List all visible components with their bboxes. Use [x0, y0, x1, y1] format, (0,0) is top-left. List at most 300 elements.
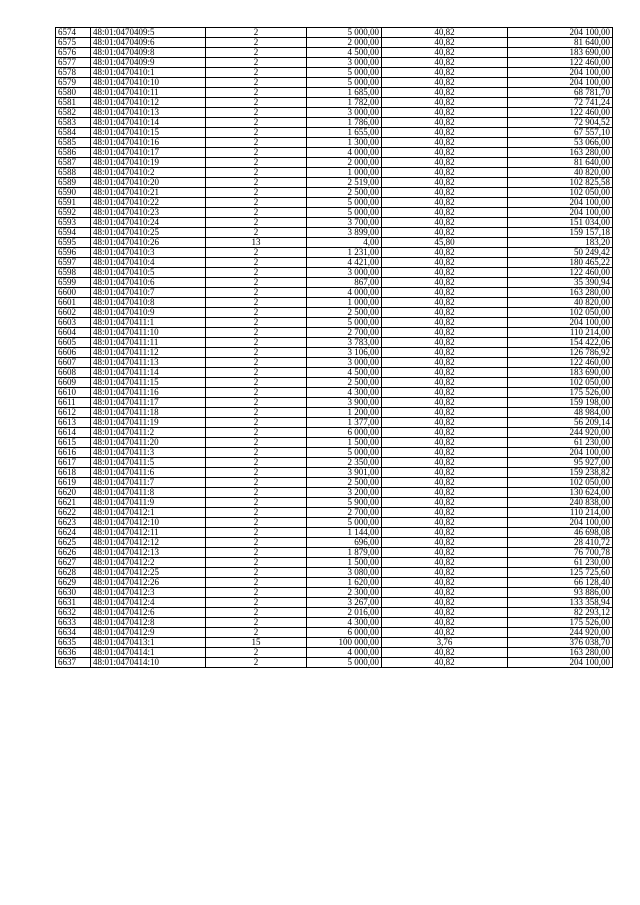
value-cell: 81 640,00 [508, 38, 613, 48]
table-row [56, 238, 613, 248]
table-row [56, 38, 613, 48]
value-cell: 102 825,58 [508, 178, 613, 188]
rate-cell: 40,82 [382, 88, 508, 98]
rate-cell: 40,82 [382, 128, 508, 138]
area-cell: 5 000,00 [307, 518, 382, 528]
area-cell: 3 000,00 [307, 58, 382, 68]
area-cell: 4 300,00 [307, 388, 382, 398]
category-cell: 2 [206, 438, 307, 448]
value-cell: 46 698,08 [508, 528, 613, 538]
row-number-cell: 6613 [56, 418, 91, 428]
cadastral-number-cell: 48:01:0470409:6 [91, 38, 206, 48]
rate-cell: 40,82 [382, 648, 508, 658]
value-cell: 204 100,00 [508, 78, 613, 88]
value-cell: 159 157,18 [508, 228, 613, 238]
area-cell: 3 000,00 [307, 358, 382, 368]
row-number-cell: 6607 [56, 358, 91, 368]
row-number-cell: 6633 [56, 618, 91, 628]
category-cell: 2 [206, 88, 307, 98]
cadastral-number-cell: 48:01:0470412:2 [91, 558, 206, 568]
table-row [56, 458, 613, 468]
category-cell: 2 [206, 328, 307, 338]
category-cell: 2 [206, 308, 307, 318]
row-number-cell: 6611 [56, 398, 91, 408]
table-row [56, 498, 613, 508]
value-cell: 102 050,00 [508, 378, 613, 388]
cadastral-number-cell: 48:01:0470410:24 [91, 218, 206, 228]
row-number-cell: 6594 [56, 228, 91, 238]
cadastral-number-cell: 48:01:0470410:21 [91, 188, 206, 198]
area-cell: 5 900,00 [307, 498, 382, 508]
category-cell: 2 [206, 408, 307, 418]
row-number-cell: 6624 [56, 528, 91, 538]
row-number-cell: 6588 [56, 168, 91, 178]
row-number-cell: 6587 [56, 158, 91, 168]
rate-cell: 40,82 [382, 628, 508, 638]
rate-cell: 40,82 [382, 468, 508, 478]
row-number-cell: 6576 [56, 48, 91, 58]
table-row [56, 538, 613, 548]
value-cell: 102 050,00 [508, 188, 613, 198]
rate-cell: 40,82 [382, 428, 508, 438]
row-number-cell: 6616 [56, 448, 91, 458]
value-cell: 159 238,82 [508, 468, 613, 478]
table-row [56, 508, 613, 518]
rate-cell: 40,82 [382, 568, 508, 578]
category-cell: 2 [206, 158, 307, 168]
value-cell: 50 249,42 [508, 248, 613, 258]
value-cell: 35 390,94 [508, 278, 613, 288]
row-number-cell: 6599 [56, 278, 91, 288]
area-cell: 3 267,00 [307, 598, 382, 608]
area-cell: 4 500,00 [307, 48, 382, 58]
value-cell: 28 410,72 [508, 538, 613, 548]
cadastral-number-cell: 48:01:0470412:11 [91, 528, 206, 538]
rate-cell: 40,82 [382, 78, 508, 88]
row-number-cell: 6598 [56, 268, 91, 278]
table-row [56, 488, 613, 498]
area-cell: 4 500,00 [307, 368, 382, 378]
area-cell: 2 519,00 [307, 178, 382, 188]
row-number-cell: 6618 [56, 468, 91, 478]
cadastral-number-cell: 48:01:0470412:1 [91, 508, 206, 518]
value-cell: 204 100,00 [508, 518, 613, 528]
row-number-cell: 6595 [56, 238, 91, 248]
row-number-cell: 6584 [56, 128, 91, 138]
category-cell: 2 [206, 188, 307, 198]
table-row [56, 248, 613, 258]
table-row [56, 128, 613, 138]
rate-cell: 40,82 [382, 138, 508, 148]
area-cell: 3 200,00 [307, 488, 382, 498]
category-cell: 2 [206, 268, 307, 278]
cadastral-number-cell: 48:01:0470410:25 [91, 228, 206, 238]
value-cell: 154 422,06 [508, 338, 613, 348]
cadastral-number-cell: 48:01:0470411:14 [91, 368, 206, 378]
table-row [56, 398, 613, 408]
area-cell: 1 879,00 [307, 548, 382, 558]
area-cell: 4 000,00 [307, 288, 382, 298]
cadastral-number-cell: 48:01:0470411:6 [91, 468, 206, 478]
area-cell: 2 700,00 [307, 328, 382, 338]
table-row [56, 628, 613, 638]
cadastral-number-cell: 48:01:0470411:15 [91, 378, 206, 388]
cadastral-number-cell: 48:01:0470412:8 [91, 618, 206, 628]
value-cell: 122 460,00 [508, 108, 613, 118]
area-cell: 4 300,00 [307, 618, 382, 628]
area-cell: 5 000,00 [307, 78, 382, 88]
area-cell: 5 000,00 [307, 318, 382, 328]
table-row [56, 478, 613, 488]
category-cell: 2 [206, 138, 307, 148]
category-cell: 2 [206, 258, 307, 268]
cadastral-number-cell: 48:01:0470410:12 [91, 98, 206, 108]
rate-cell: 40,82 [382, 228, 508, 238]
category-cell: 2 [206, 518, 307, 528]
row-number-cell: 6623 [56, 518, 91, 528]
rate-cell: 40,82 [382, 298, 508, 308]
cadastral-number-cell: 48:01:0470409:5 [91, 28, 206, 38]
category-cell: 2 [206, 288, 307, 298]
value-cell: 95 927,00 [508, 458, 613, 468]
table-row [56, 178, 613, 188]
cadastral-number-cell: 48:01:0470410:22 [91, 198, 206, 208]
category-cell: 2 [206, 558, 307, 568]
row-number-cell: 6596 [56, 248, 91, 258]
area-cell: 5 000,00 [307, 448, 382, 458]
table-row [56, 268, 613, 278]
row-number-cell: 6619 [56, 478, 91, 488]
cadastral-number-cell: 48:01:0470411:16 [91, 388, 206, 398]
category-cell: 2 [206, 48, 307, 58]
row-number-cell: 6617 [56, 458, 91, 468]
category-cell: 2 [206, 218, 307, 228]
table-row [56, 208, 613, 218]
area-cell: 2 700,00 [307, 508, 382, 518]
rate-cell: 40,82 [382, 458, 508, 468]
row-number-cell: 6631 [56, 598, 91, 608]
area-cell: 1 000,00 [307, 168, 382, 178]
table-row [56, 368, 613, 378]
table-row [56, 378, 613, 388]
value-cell: 48 984,00 [508, 408, 613, 418]
value-cell: 93 886,00 [508, 588, 613, 598]
cadastral-number-cell: 48:01:0470410:9 [91, 308, 206, 318]
value-cell: 130 624,00 [508, 488, 613, 498]
value-cell: 180 465,22 [508, 258, 613, 268]
cadastral-value-table [55, 27, 613, 668]
rate-cell: 40,82 [382, 168, 508, 178]
category-cell: 2 [206, 568, 307, 578]
category-cell: 2 [206, 488, 307, 498]
cadastral-number-cell: 48:01:0470410:23 [91, 208, 206, 218]
row-number-cell: 6622 [56, 508, 91, 518]
cadastral-number-cell: 48:01:0470411:2 [91, 428, 206, 438]
rate-cell: 40,82 [382, 58, 508, 68]
cadastral-number-cell: 48:01:0470411:13 [91, 358, 206, 368]
cadastral-number-cell: 48:01:0470414:10 [91, 658, 206, 668]
area-cell: 6 000,00 [307, 428, 382, 438]
value-cell: 183,20 [508, 238, 613, 248]
row-number-cell: 6574 [56, 28, 91, 38]
rate-cell: 40,82 [382, 198, 508, 208]
row-number-cell: 6602 [56, 308, 91, 318]
category-cell: 2 [206, 298, 307, 308]
cadastral-number-cell: 48:01:0470409:8 [91, 48, 206, 58]
cadastral-number-cell: 48:01:0470410:11 [91, 88, 206, 98]
row-number-cell: 6593 [56, 218, 91, 228]
area-cell: 1 685,00 [307, 88, 382, 98]
row-number-cell: 6615 [56, 438, 91, 448]
table-row [56, 348, 613, 358]
category-cell: 2 [206, 618, 307, 628]
row-number-cell: 6585 [56, 138, 91, 148]
cadastral-number-cell: 48:01:0470410:17 [91, 148, 206, 158]
category-cell: 2 [206, 368, 307, 378]
value-cell: 40 820,00 [508, 298, 613, 308]
area-cell: 4 000,00 [307, 148, 382, 158]
rate-cell: 40,82 [382, 418, 508, 428]
table-row [56, 58, 613, 68]
table-row [56, 258, 613, 268]
cadastral-number-cell: 48:01:0470412:26 [91, 578, 206, 588]
table-row [56, 578, 613, 588]
table-row [56, 388, 613, 398]
table-row [56, 558, 613, 568]
value-cell: 122 460,00 [508, 358, 613, 368]
category-cell: 2 [206, 398, 307, 408]
row-number-cell: 6597 [56, 258, 91, 268]
rate-cell: 45,80 [382, 238, 508, 248]
value-cell: 159 198,00 [508, 398, 613, 408]
category-cell: 2 [206, 448, 307, 458]
value-cell: 61 230,00 [508, 558, 613, 568]
category-cell: 2 [206, 108, 307, 118]
area-cell: 5 000,00 [307, 28, 382, 38]
value-cell: 175 526,00 [508, 618, 613, 628]
area-cell: 696,00 [307, 538, 382, 548]
value-cell: 244 920,00 [508, 428, 613, 438]
row-number-cell: 6604 [56, 328, 91, 338]
cadastral-number-cell: 48:01:0470411:9 [91, 498, 206, 508]
cadastral-number-cell: 48:01:0470412:3 [91, 588, 206, 598]
category-cell: 2 [206, 648, 307, 658]
table-row [56, 588, 613, 598]
table-row [56, 188, 613, 198]
area-cell: 1 300,00 [307, 138, 382, 148]
cadastral-number-cell: 48:01:0470410:13 [91, 108, 206, 118]
cadastral-number-cell: 48:01:0470410:3 [91, 248, 206, 258]
category-cell: 2 [206, 348, 307, 358]
cadastral-number-cell: 48:01:0470410:1 [91, 68, 206, 78]
category-cell: 2 [206, 58, 307, 68]
cadastral-number-cell: 48:01:0470410:10 [91, 78, 206, 88]
rate-cell: 40,82 [382, 438, 508, 448]
value-cell: 163 280,00 [508, 148, 613, 158]
table-row [56, 528, 613, 538]
category-cell: 2 [206, 378, 307, 388]
area-cell: 5 000,00 [307, 208, 382, 218]
area-cell: 3 901,00 [307, 468, 382, 478]
table-row [56, 28, 613, 38]
cadastral-number-cell: 48:01:0470410:20 [91, 178, 206, 188]
table-row [56, 608, 613, 618]
table-row [56, 288, 613, 298]
table-row [56, 218, 613, 228]
row-number-cell: 6632 [56, 608, 91, 618]
cadastral-number-cell: 48:01:0470412:6 [91, 608, 206, 618]
rate-cell: 40,82 [382, 348, 508, 358]
rate-cell: 40,82 [382, 218, 508, 228]
rate-cell: 40,82 [382, 158, 508, 168]
area-cell: 3 700,00 [307, 218, 382, 228]
table-row [56, 438, 613, 448]
cadastral-number-cell: 48:01:0470409:9 [91, 58, 206, 68]
category-cell: 2 [206, 318, 307, 328]
row-number-cell: 6575 [56, 38, 91, 48]
row-number-cell: 6583 [56, 118, 91, 128]
value-cell: 81 640,00 [508, 158, 613, 168]
rate-cell: 40,82 [382, 368, 508, 378]
cadastral-number-cell: 48:01:0470411:19 [91, 418, 206, 428]
cadastral-number-cell: 48:01:0470412:13 [91, 548, 206, 558]
area-cell: 5 000,00 [307, 198, 382, 208]
category-cell: 2 [206, 598, 307, 608]
rate-cell: 40,82 [382, 658, 508, 668]
area-cell: 5 000,00 [307, 68, 382, 78]
rate-cell: 40,82 [382, 588, 508, 598]
value-cell: 175 526,00 [508, 388, 613, 398]
table-row [56, 138, 613, 148]
row-number-cell: 6591 [56, 198, 91, 208]
category-cell: 2 [206, 208, 307, 218]
row-number-cell: 6627 [56, 558, 91, 568]
rate-cell: 40,82 [382, 378, 508, 388]
category-cell: 2 [206, 28, 307, 38]
value-cell: 76 700,78 [508, 548, 613, 558]
table-row [56, 148, 613, 158]
area-cell: 2 000,00 [307, 38, 382, 48]
row-number-cell: 6630 [56, 588, 91, 598]
category-cell: 2 [206, 588, 307, 598]
category-cell: 2 [206, 68, 307, 78]
row-number-cell: 6626 [56, 548, 91, 558]
area-cell: 1 655,00 [307, 128, 382, 138]
cadastral-number-cell: 48:01:0470410:8 [91, 298, 206, 308]
value-cell: 244 920,00 [508, 628, 613, 638]
row-number-cell: 6589 [56, 178, 91, 188]
row-number-cell: 6610 [56, 388, 91, 398]
row-number-cell: 6592 [56, 208, 91, 218]
value-cell: 122 460,00 [508, 268, 613, 278]
value-cell: 183 690,00 [508, 368, 613, 378]
row-number-cell: 6577 [56, 58, 91, 68]
cadastral-number-cell: 48:01:0470412:4 [91, 598, 206, 608]
area-cell: 2 500,00 [307, 378, 382, 388]
row-number-cell: 6637 [56, 658, 91, 668]
category-cell: 2 [206, 98, 307, 108]
category-cell: 2 [206, 628, 307, 638]
value-cell: 204 100,00 [508, 318, 613, 328]
row-number-cell: 6612 [56, 408, 91, 418]
value-cell: 204 100,00 [508, 208, 613, 218]
cadastral-number-cell: 48:01:0470411:20 [91, 438, 206, 448]
value-cell: 204 100,00 [508, 198, 613, 208]
row-number-cell: 6579 [56, 78, 91, 88]
table-row [56, 598, 613, 608]
rate-cell: 40,82 [382, 188, 508, 198]
row-number-cell: 6634 [56, 628, 91, 638]
cadastral-number-cell: 48:01:0470410:6 [91, 278, 206, 288]
category-cell: 2 [206, 608, 307, 618]
table-row [56, 428, 613, 438]
rate-cell: 40,82 [382, 618, 508, 628]
category-cell: 2 [206, 338, 307, 348]
value-cell: 72 904,52 [508, 118, 613, 128]
rate-cell: 3,76 [382, 638, 508, 648]
area-cell: 6 000,00 [307, 628, 382, 638]
area-cell: 2 500,00 [307, 308, 382, 318]
category-cell: 2 [206, 508, 307, 518]
cadastral-number-cell: 48:01:0470411:11 [91, 338, 206, 348]
category-cell: 2 [206, 248, 307, 258]
rate-cell: 40,82 [382, 118, 508, 128]
value-cell: 376 038,70 [508, 638, 613, 648]
cadastral-number-cell: 48:01:0470410:2 [91, 168, 206, 178]
category-cell: 2 [206, 148, 307, 158]
row-number-cell: 6600 [56, 288, 91, 298]
table-row [56, 88, 613, 98]
area-cell: 3 899,00 [307, 228, 382, 238]
category-cell: 2 [206, 228, 307, 238]
cadastral-number-cell: 48:01:0470412:12 [91, 538, 206, 548]
table-row [56, 158, 613, 168]
table-row [56, 418, 613, 428]
rate-cell: 40,82 [382, 308, 508, 318]
rate-cell: 40,82 [382, 248, 508, 258]
cadastral-number-cell: 48:01:0470412:9 [91, 628, 206, 638]
rate-cell: 40,82 [382, 538, 508, 548]
value-cell: 122 460,00 [508, 58, 613, 68]
rate-cell: 40,82 [382, 478, 508, 488]
rate-cell: 40,82 [382, 38, 508, 48]
table-row [56, 308, 613, 318]
rate-cell: 40,82 [382, 548, 508, 558]
category-cell: 2 [206, 278, 307, 288]
category-cell: 2 [206, 458, 307, 468]
value-cell: 68 781,70 [508, 88, 613, 98]
area-cell: 1 377,00 [307, 418, 382, 428]
rate-cell: 40,82 [382, 208, 508, 218]
category-cell: 2 [206, 128, 307, 138]
rate-cell: 40,82 [382, 498, 508, 508]
row-number-cell: 6601 [56, 298, 91, 308]
row-number-cell: 6625 [56, 538, 91, 548]
area-cell: 1 000,00 [307, 298, 382, 308]
category-cell: 2 [206, 118, 307, 128]
rate-cell: 40,82 [382, 448, 508, 458]
category-cell: 2 [206, 548, 307, 558]
row-number-cell: 6580 [56, 88, 91, 98]
category-cell: 2 [206, 358, 307, 368]
table-row [56, 78, 613, 88]
rate-cell: 40,82 [382, 398, 508, 408]
row-number-cell: 6578 [56, 68, 91, 78]
value-cell: 204 100,00 [508, 68, 613, 78]
rate-cell: 40,82 [382, 488, 508, 498]
rate-cell: 40,82 [382, 48, 508, 58]
value-cell: 72 741,24 [508, 98, 613, 108]
